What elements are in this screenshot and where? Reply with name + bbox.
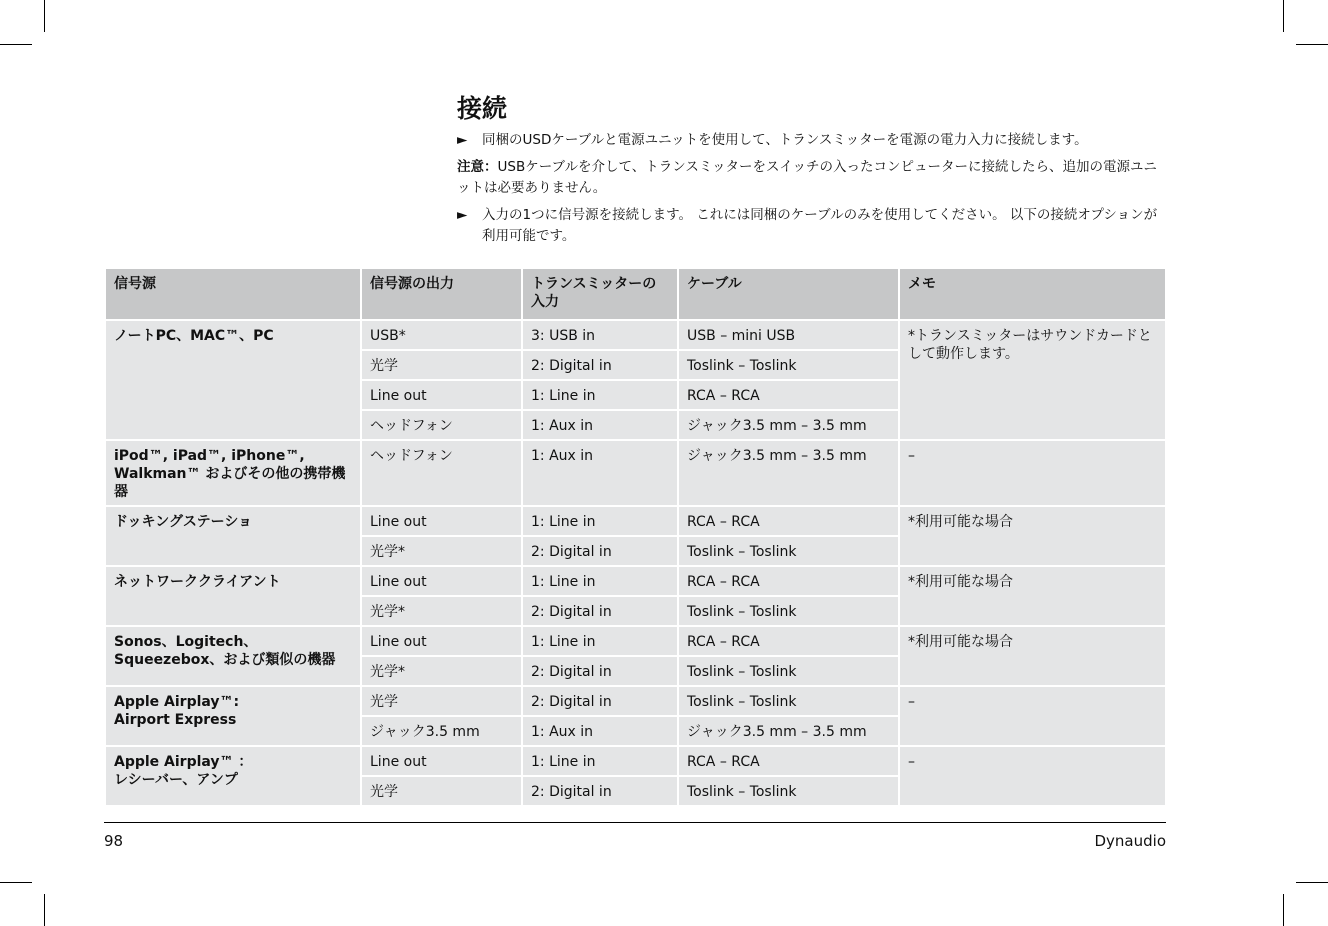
table-row — [105, 626, 1166, 656]
source-cell: ノートPC、MAC™、PC — [105, 320, 361, 440]
note-label: 注意： — [457, 159, 498, 175]
crop-mark — [0, 882, 32, 883]
header-source-output: 信号源の出力 — [361, 268, 522, 320]
input-cell: 1: Line in — [522, 626, 678, 656]
source-line: Apple Airplay™ ： — [114, 754, 253, 770]
source-cell: Sonos、Logitech、Squeezebox、および類似の機器 — [105, 626, 361, 686]
crop-mark — [0, 44, 32, 45]
cable-cell: RCA – RCA — [678, 626, 899, 656]
output-cell: 光学* — [361, 596, 522, 626]
crop-mark — [1283, 894, 1284, 926]
cable-cell: RCA – RCA — [678, 506, 899, 536]
table-row — [105, 440, 1166, 506]
memo-cell: *利用可能な場合 — [899, 506, 1166, 566]
input-cell: 2: Digital in — [522, 686, 678, 716]
cable-cell: ジャック3.5 mm – 3.5 mm — [678, 410, 899, 440]
output-cell: USB* — [361, 320, 522, 350]
output-cell: ヘッドフォン — [361, 440, 522, 506]
instruction-bullet-1 — [457, 130, 1167, 151]
cable-cell: Toslink – Toslink — [678, 350, 899, 380]
input-cell: 1: Line in — [522, 506, 678, 536]
cable-cell: RCA – RCA — [678, 746, 899, 776]
connection-table — [104, 267, 1167, 807]
output-cell: Line out — [361, 746, 522, 776]
input-cell: 1: Line in — [522, 746, 678, 776]
input-cell: 2: Digital in — [522, 596, 678, 626]
input-cell: 2: Digital in — [522, 536, 678, 566]
source-cell — [105, 746, 361, 806]
intro-section — [457, 94, 1167, 253]
input-cell: 1: Line in — [522, 380, 678, 410]
cable-cell: Toslink – Toslink — [678, 686, 899, 716]
output-cell: Line out — [361, 380, 522, 410]
arrow-bullet-icon: ► — [457, 132, 468, 148]
header-memo: メモ — [899, 268, 1166, 320]
table-row — [105, 566, 1166, 596]
crop-mark — [44, 894, 45, 926]
cable-cell: Toslink – Toslink — [678, 536, 899, 566]
page-number: 98 — [104, 832, 124, 850]
output-cell: 光学 — [361, 350, 522, 380]
instruction-text-1: 同梱のUSDケーブルと電源ユニットを使用して、トランスミッターを電源の電力入力に接続します。 — [482, 132, 1088, 148]
header-transmitter-input: トランスミッターの入力 — [522, 268, 678, 320]
output-cell: 光学 — [361, 686, 522, 716]
output-cell: 光学 — [361, 776, 522, 806]
note-paragraph — [457, 157, 1167, 199]
memo-cell: *利用可能な場合 — [899, 626, 1166, 686]
header-source: 信号源 — [105, 268, 361, 320]
source-line: レシーバー、アンプ — [114, 772, 238, 788]
source-cell: ドッキングステーショ — [105, 506, 361, 566]
source-cell: iPod™, iPad™, iPhone™, Walkman™ およびその他の携帯機器 — [105, 440, 361, 506]
input-cell: 3: USB in — [522, 320, 678, 350]
output-cell: 光学* — [361, 536, 522, 566]
section-title: 接続 — [457, 94, 508, 123]
crop-mark — [44, 0, 45, 32]
input-cell: 1: Aux in — [522, 410, 678, 440]
arrow-bullet-icon: ► — [457, 207, 468, 223]
memo-cell: *利用可能な場合 — [899, 566, 1166, 626]
input-cell: 2: Digital in — [522, 350, 678, 380]
cable-cell: RCA – RCA — [678, 380, 899, 410]
memo-cell: – — [899, 440, 1166, 506]
output-cell: Line out — [361, 566, 522, 596]
input-cell: 1: Aux in — [522, 716, 678, 746]
source-line: Airport Express — [114, 712, 237, 728]
crop-mark — [1296, 44, 1328, 45]
source-cell: ネットワーククライアント — [105, 566, 361, 626]
cable-cell: ジャック3.5 mm – 3.5 mm — [678, 440, 899, 506]
table-header-row — [105, 268, 1166, 320]
table-row — [105, 506, 1166, 536]
output-cell: Line out — [361, 626, 522, 656]
note-text: USBケーブルを介して、トランスミッターをスイッチの入ったコンピューターに接続したら、追加の電源ユニットは必要ありません。 — [457, 159, 1158, 196]
footer-rule — [104, 822, 1166, 823]
cable-cell: RCA – RCA — [678, 566, 899, 596]
crop-mark — [1296, 882, 1328, 883]
memo-cell: – — [899, 746, 1166, 806]
cable-cell: Toslink – Toslink — [678, 656, 899, 686]
output-cell: Line out — [361, 506, 522, 536]
table-row — [105, 746, 1166, 776]
input-cell: 2: Digital in — [522, 656, 678, 686]
memo-cell: *トランスミッターはサウンドカードとして動作します。 — [899, 320, 1166, 440]
instruction-text-2: 入力の1つに信号源を接続します。 これには同梱のケーブルのみを使用してください。 以下の接続オプションが利用可能です。 — [482, 207, 1158, 244]
table-row — [105, 320, 1166, 350]
output-cell: ジャック3.5 mm — [361, 716, 522, 746]
output-cell: 光学* — [361, 656, 522, 686]
source-line: Apple Airplay™: — [114, 694, 240, 710]
instruction-bullet-2 — [457, 205, 1167, 247]
memo-cell: – — [899, 686, 1166, 746]
input-cell: 2: Digital in — [522, 776, 678, 806]
source-cell — [105, 686, 361, 746]
brand-name: Dynaudio — [1094, 832, 1166, 850]
cable-cell: Toslink – Toslink — [678, 776, 899, 806]
crop-mark — [1283, 0, 1284, 32]
cable-cell: ジャック3.5 mm – 3.5 mm — [678, 716, 899, 746]
input-cell: 1: Aux in — [522, 440, 678, 506]
output-cell: ヘッドフォン — [361, 410, 522, 440]
cable-cell: Toslink – Toslink — [678, 596, 899, 626]
table-row — [105, 686, 1166, 716]
input-cell: 1: Line in — [522, 566, 678, 596]
header-cable: ケーブル — [678, 268, 899, 320]
cable-cell: USB – mini USB — [678, 320, 899, 350]
